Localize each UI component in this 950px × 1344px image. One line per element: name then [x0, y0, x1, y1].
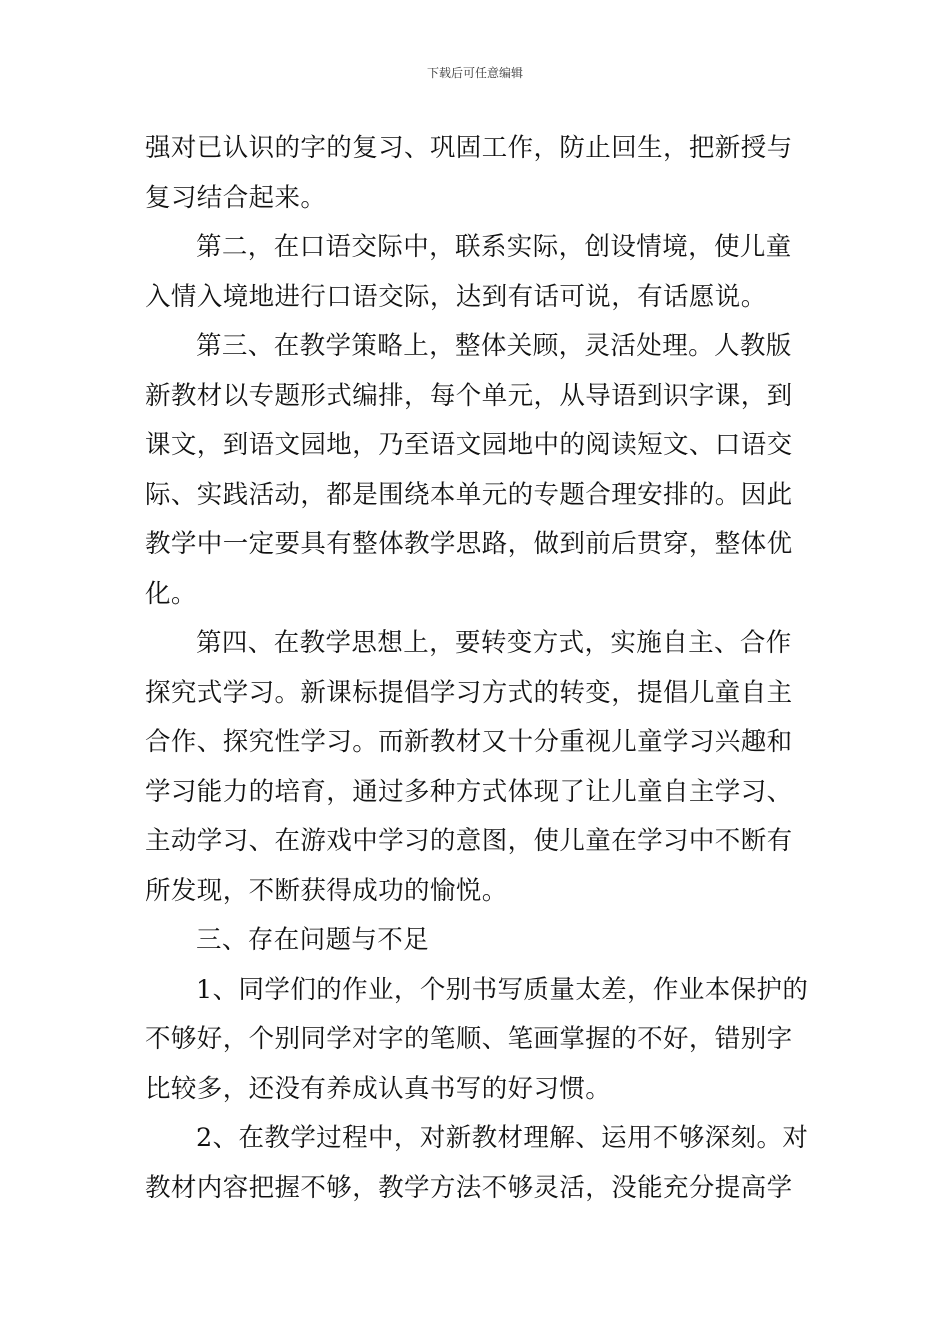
text-line: 合作、探究性学习。而新教材又十分重视儿童学习兴趣和 — [145, 727, 793, 757]
document-body — [145, 124, 817, 1213]
text-line: 主动学习、在游戏中学习的意图，使儿童在学习中不断有 — [145, 826, 793, 856]
text-line: 2、在教学过程中，对新教材理解、运用不够深刻。对 — [196, 1123, 809, 1153]
text-line: 教材内容把握不够，教学方法不够灵活，没能充分提高学 — [145, 1172, 793, 1203]
text-line: 不够好，个别同学对字的笔顺、笔画掌握的不好，错别字 — [145, 1024, 793, 1054]
text-line: 第二，在口语交际中，联系实际，创设情境，使儿童 — [196, 232, 792, 262]
text-line: 课文，到语文园地，乃至语文园地中的阅读短文、口语交 — [145, 430, 793, 460]
text-line: 第四、在教学思想上，要转变方式，实施自主、合作 — [196, 628, 792, 658]
text-line: 所发现，不断获得成功的愉悦。 — [145, 875, 508, 906]
text-line: 新教材以专题形式编排，每个单元，从导语到识字课，到 — [145, 380, 793, 411]
text-line: 学习能力的培育，通过多种方式体现了让儿童自主学习、 — [145, 776, 793, 807]
page-header: 下载后可任意编辑 — [426, 66, 523, 80]
text-line: 际、实践活动，都是围绕本单元的专题合理安排的。因此 — [145, 479, 793, 510]
text-line: 1、同学们的作业，个别书写质量太差，作业本保护的 — [196, 974, 809, 1005]
section-heading: 三、存在问题与不足 — [196, 925, 430, 955]
text-line: 强对已认识的字的复习、巩固工作，防止回生，把新授与 — [145, 133, 793, 163]
text-line: 化。 — [145, 578, 197, 609]
text-line: 探究式学习。新课标提倡学习方式的转变，提倡儿童自主 — [145, 677, 793, 708]
text-line: 比较多，还没有养成认真书写的好习惯。 — [145, 1073, 612, 1104]
text-line: 复习结合起来。 — [145, 182, 327, 213]
text-line: 入情入境地进行口语交际，达到有话可说，有话愿说。 — [145, 281, 767, 312]
text-line: 教学中一定要具有整体教学思路，做到前后贯穿，整体优 — [145, 529, 793, 559]
text-line: 第三、在教学策略上，整体关顾，灵活处理。人教版 — [196, 331, 792, 361]
